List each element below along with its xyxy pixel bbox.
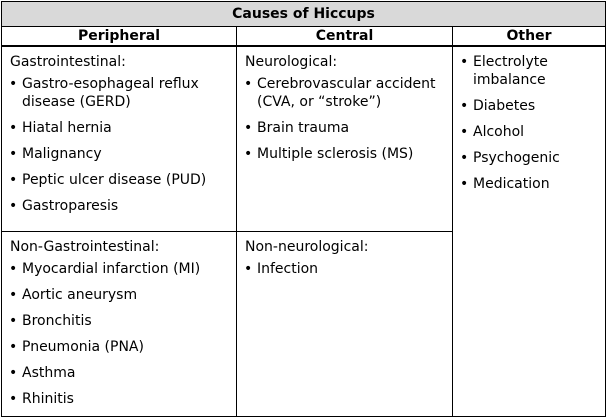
list-item-label: Malignancy (22, 146, 102, 162)
bullet-icon: • (460, 54, 469, 70)
list-item (459, 97, 599, 115)
bullet-icon: • (460, 98, 469, 114)
list-item-label: Alcohol (473, 124, 525, 140)
bullet-icon: • (9, 390, 18, 407)
bullet-icon: • (244, 146, 253, 162)
list-item-label: Bronchitis (22, 312, 92, 329)
bullet-icon: • (9, 364, 18, 381)
column-header-peripheral: Peripheral (2, 27, 237, 47)
list-item-label: Diabetes (473, 98, 536, 114)
list-item-label: Gastroparesis (22, 198, 119, 214)
list-item (243, 75, 446, 111)
list-item (459, 53, 599, 89)
list-item (243, 260, 446, 278)
list-item (8, 312, 230, 330)
list-item (8, 119, 230, 137)
list-item (8, 197, 230, 215)
column-header-central: Central (237, 27, 453, 47)
bullet-icon: • (244, 260, 253, 277)
list-item-label: Myocardial infarction (MI) (22, 260, 201, 277)
list-item (8, 145, 230, 163)
group-heading-non-gastrointestinal: Non-Gastrointestinal: (10, 238, 160, 255)
bullet-icon: • (9, 172, 18, 188)
bullet-icon: • (460, 150, 469, 166)
cell-central-neurological (237, 46, 453, 231)
list-item (8, 260, 230, 278)
list-item-label: Brain trauma (257, 120, 350, 136)
list-item (8, 75, 230, 111)
list-item-label: Asthma (22, 364, 76, 381)
group-heading-non-neurological: Non-neurological: (245, 238, 369, 255)
list-gastrointestinal (2, 75, 236, 215)
list-item (459, 123, 599, 141)
list-item (8, 338, 230, 356)
list-item (8, 364, 230, 382)
bullet-icon: • (9, 312, 18, 329)
list-item-label: Hiatal hernia (22, 120, 112, 136)
bullet-icon: • (460, 176, 469, 192)
list-item-label: Multiple sclerosis (MS) (257, 146, 414, 162)
list-item-label: Aortic aneurysm (22, 286, 138, 303)
list-item (8, 171, 230, 189)
bullet-icon: • (9, 260, 18, 277)
group-heading-neurological: Neurological: (245, 54, 338, 70)
list-other (453, 47, 605, 193)
list-item (243, 119, 446, 137)
table-title: Causes of Hiccups (2, 2, 606, 27)
column-header-other: Other (453, 27, 606, 47)
bullet-icon: • (9, 120, 18, 136)
list-item-label: Electrolyte imbalance (473, 54, 548, 88)
list-non-gastrointestinal (2, 260, 236, 408)
bullet-icon: • (9, 198, 18, 214)
bullet-icon: • (244, 76, 253, 92)
bullet-icon: • (9, 286, 18, 303)
list-item-label: Medication (473, 176, 550, 192)
list-item-label: Peptic ulcer disease (PUD) (22, 172, 207, 188)
list-item-label: Pneumonia (PNA) (22, 338, 144, 355)
list-item (459, 175, 599, 193)
bullet-icon: • (9, 76, 18, 92)
cell-other (453, 46, 606, 416)
bullet-icon: • (460, 124, 469, 140)
list-item-label: Infection (257, 260, 319, 277)
cell-central-non-neurological (237, 231, 453, 416)
group-heading-gastrointestinal: Gastrointestinal: (10, 54, 126, 70)
cell-peripheral-non-gastrointestinal (2, 231, 237, 416)
bullet-icon: • (244, 120, 253, 136)
list-item-label: Cerebrovascular accident (CVA, or “stroke”) (257, 76, 436, 110)
list-item-label: Rhinitis (22, 390, 74, 407)
bullet-icon: • (9, 338, 18, 355)
cell-peripheral-gastrointestinal (2, 46, 237, 231)
list-neurological (237, 75, 452, 163)
causes-of-hiccups-table (1, 1, 606, 417)
list-item-label: Gastro-esophageal reflux disease (GERD) (22, 76, 199, 110)
list-item (8, 390, 230, 408)
list-item (8, 286, 230, 304)
bullet-icon: • (9, 146, 18, 162)
list-item (243, 145, 446, 163)
list-non-neurological (237, 260, 452, 278)
list-item (459, 149, 599, 167)
list-item-label: Psychogenic (473, 150, 560, 166)
